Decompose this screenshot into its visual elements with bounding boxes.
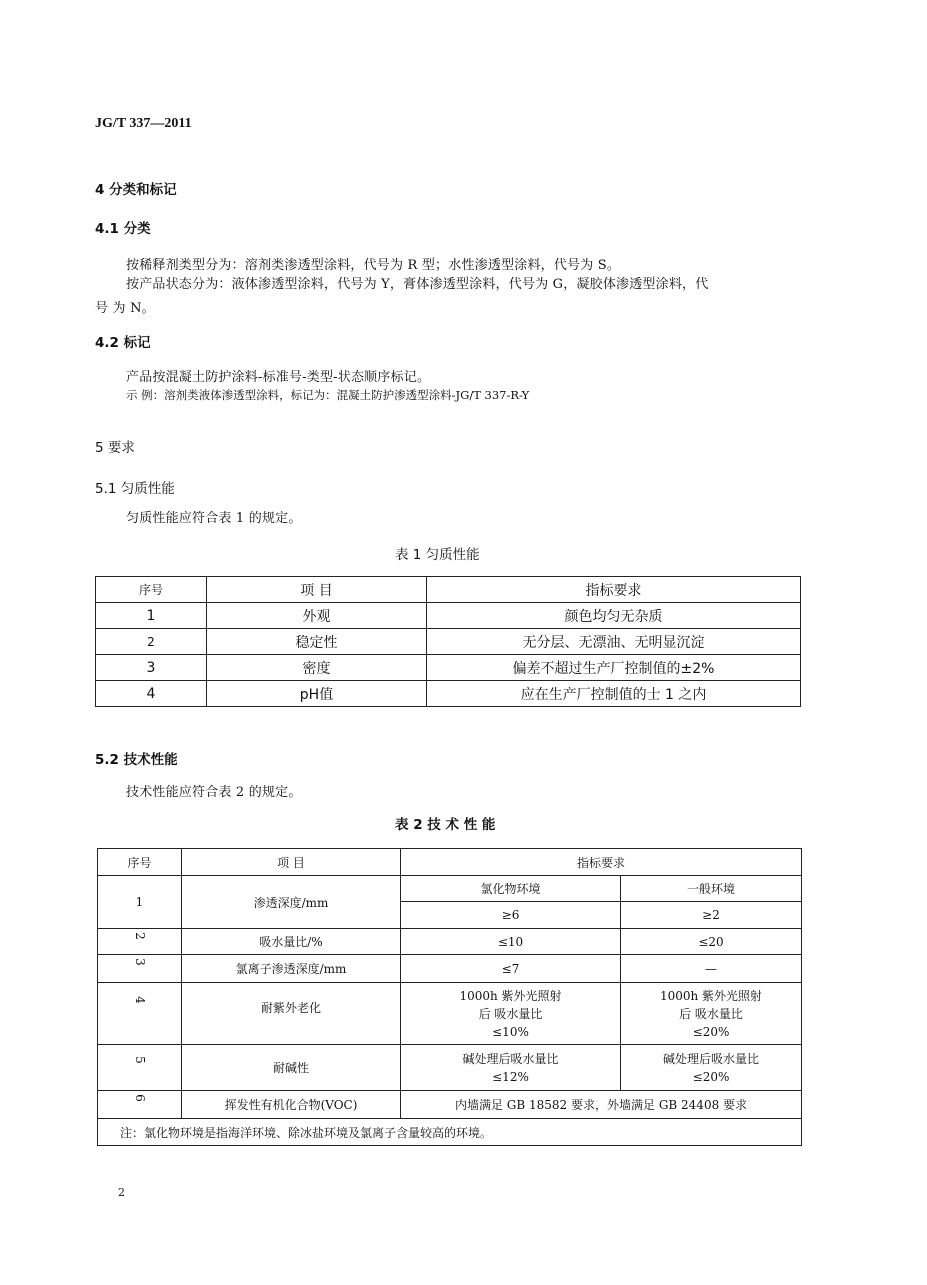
section-5-2-heading: 5.2 技术性能 xyxy=(95,752,178,768)
table-row xyxy=(98,955,802,983)
table-row xyxy=(98,1045,802,1091)
section-5-1-paragraph: 匀质性能应符合表 1 的规定。 xyxy=(126,511,302,526)
table-cell xyxy=(98,1045,182,1091)
cell-line: 1000h 紫外光照射 xyxy=(459,988,562,1003)
table-cell: 吸水量比/% xyxy=(182,929,401,955)
table-cell: 应在生产厂控制值的士 1 之内 xyxy=(427,681,801,707)
cell-line: ≤12% xyxy=(492,1069,529,1084)
table-header-row xyxy=(98,849,802,876)
table-cell: 4 xyxy=(96,681,207,707)
table-cell: 1 xyxy=(96,603,207,629)
subheader-cell: 氯化物环境 xyxy=(401,876,621,902)
table-row xyxy=(98,1091,802,1119)
table-cell: 偏差不超过生产厂控制值的±2% xyxy=(427,655,801,681)
standard-number: JG/T 337—2011 xyxy=(95,116,192,131)
table-cell xyxy=(98,955,182,983)
table-row xyxy=(98,876,802,902)
section-4-heading: 4 分类和标记 xyxy=(95,182,177,198)
section-5-heading: 5 要求 xyxy=(95,440,135,456)
table-row xyxy=(96,629,801,655)
section-4-2-paragraph: 产品按混凝土防护涂料-标准号-类型-状态顺序标记。 xyxy=(126,370,431,385)
section-4-2-example: 示 例：溶剂类液体渗透型涂料，标记为：混凝土防护渗透型涂料-JG/T 337-R-Y xyxy=(126,388,530,402)
table-cell: 渗透深度/mm xyxy=(182,876,401,929)
table-cell xyxy=(401,1045,621,1091)
row-number: 4 xyxy=(132,996,147,1004)
cell-line: 后 吸水量比 xyxy=(679,1006,743,1021)
cell-line: 碱处理后吸水量比 xyxy=(663,1051,760,1066)
section-4-1-paragraph-1: 按稀释剂类型分为：溶剂类渗透型涂料，代号为 R 型；水性渗透型涂料，代号为 S。 xyxy=(126,258,621,273)
cell-line: ≤10% xyxy=(492,1024,529,1039)
table-1 xyxy=(95,576,801,707)
table-cell: ≤20 xyxy=(621,929,802,955)
table-cell xyxy=(621,1045,802,1091)
subheader-cell: 一般环境 xyxy=(621,876,802,902)
table-cell: 无分层、无漂油、无明显沉淀 xyxy=(427,629,801,655)
section-5-1-heading: 5.1 匀质性能 xyxy=(95,481,175,497)
header-cell: 指标要求 xyxy=(427,577,801,603)
table-cell: ≥6 xyxy=(401,902,621,929)
table-cell: 1 xyxy=(98,876,182,929)
section-5-2-paragraph: 技术性能应符合表 2 的规定。 xyxy=(126,785,302,800)
table-cell xyxy=(98,983,182,1045)
table-row xyxy=(96,603,801,629)
section-4-2-heading: 4.2 标记 xyxy=(95,335,151,351)
cell-line: 1000h 紫外光照射 xyxy=(659,988,763,1003)
table-note-row xyxy=(98,1119,802,1146)
row-number: 3 xyxy=(132,958,147,966)
table-row xyxy=(96,681,801,707)
table-cell: 稳定性 xyxy=(207,629,427,655)
table-row xyxy=(98,929,802,955)
row-number: 2 xyxy=(132,932,147,940)
table-cell xyxy=(621,983,802,1045)
table-cell xyxy=(98,1091,182,1119)
header-cell: 序号 xyxy=(98,849,182,876)
table-row xyxy=(98,983,802,1045)
cell-line: 后 吸水量比 xyxy=(478,1006,543,1021)
table-cell: ≥2 xyxy=(621,902,802,929)
table-cell xyxy=(401,983,621,1045)
cell-line: ≤20% xyxy=(692,1069,730,1084)
table-cell: 密度 xyxy=(207,655,427,681)
table-cell: pH值 xyxy=(207,681,427,707)
table-cell: 耐紫外老化 xyxy=(182,983,401,1045)
header-cell: 序号 xyxy=(96,577,207,603)
header-cell: 项 目 xyxy=(207,577,427,603)
table-2 xyxy=(97,848,802,1146)
table-cell: — xyxy=(621,955,802,983)
page-number: 2 xyxy=(118,1186,125,1199)
table-cell: 3 xyxy=(96,655,207,681)
table-2-caption: 表 2 技 术 性 能 xyxy=(395,817,496,833)
table-cell: ≤7 xyxy=(401,955,621,983)
table-cell: 外观 xyxy=(207,603,427,629)
row-number: 6 xyxy=(132,1094,147,1102)
table-row xyxy=(96,655,801,681)
section-4-1-paragraph-2-cont: 号 为 N。 xyxy=(95,301,155,316)
header-cell: 项 目 xyxy=(182,849,401,876)
table-note: 注：氯化物环境是指海洋环境、除冰盐环境及氯离子含量较高的环境。 xyxy=(98,1119,802,1146)
section-4-1-paragraph-2: 按产品状态分为：液体渗透型涂料，代号为 Y，膏体渗透型涂料，代号为 G，凝胶体渗透型涂料，代 xyxy=(126,277,709,292)
cell-line: 碱处理后吸水量比 xyxy=(462,1051,559,1066)
table-cell: 氯离子渗透深度/mm xyxy=(182,955,401,983)
table-header-row xyxy=(96,577,801,603)
table-cell xyxy=(98,929,182,955)
table-cell: 耐碱性 xyxy=(182,1045,401,1091)
section-4-1-heading: 4.1 分类 xyxy=(95,221,151,237)
table-1-caption: 表 1 匀质性能 xyxy=(395,547,480,563)
table-cell: 内墙满足 GB 18582 要求，外墙满足 GB 24408 要求 xyxy=(401,1091,802,1119)
table-cell: 2 xyxy=(96,629,207,655)
table-cell: 挥发性有机化合物(VOC) xyxy=(182,1091,401,1119)
table-cell: 颜色均匀无杂质 xyxy=(427,603,801,629)
header-cell: 指标要求 xyxy=(401,849,802,876)
row-number: 5 xyxy=(132,1056,147,1064)
cell-line: ≤20% xyxy=(692,1024,730,1039)
table-cell: ≤10 xyxy=(401,929,621,955)
